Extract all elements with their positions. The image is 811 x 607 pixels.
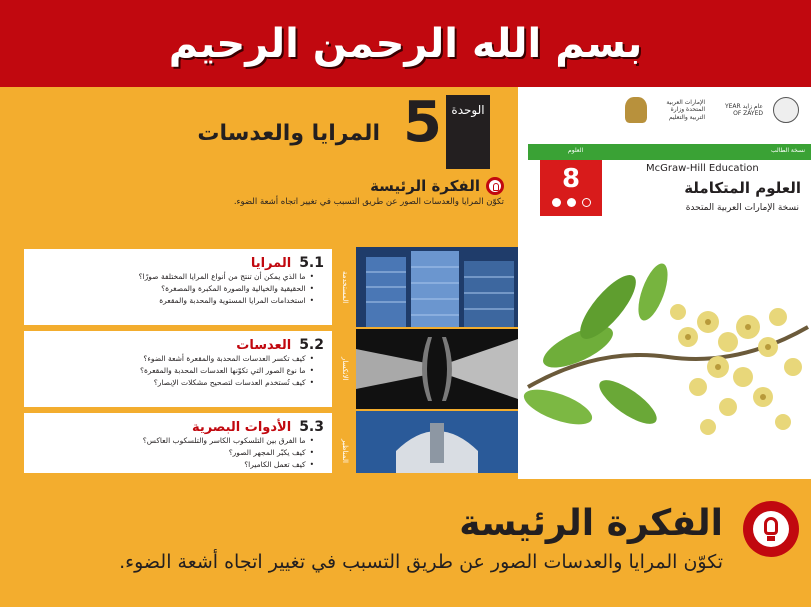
lightbulb-icon (486, 177, 504, 195)
volume-dot (567, 198, 576, 207)
lesson-strip: المستخدمة (336, 247, 354, 327)
lesson-name: المرايا (250, 256, 292, 271)
lesson-question: • كيف تعمل الكاميرا؟ (32, 459, 324, 471)
cover-logos (625, 97, 799, 123)
ministry-text: الإمارات العربية المتحدة وزارة التربية والتعليم (666, 99, 705, 121)
grade-badge (540, 160, 602, 216)
lesson-question: • ما الذي يمكن أن تنتج من أنواع المرايا المختلفة صورًا؟ (32, 271, 324, 283)
building-photo (356, 247, 518, 327)
subject-label: العلوم (568, 147, 584, 154)
uae-emblem-icon (625, 97, 647, 123)
lightbulb-icon (743, 501, 799, 557)
lesson-question: • كيف يكبّر المجهر الصور؟ (32, 447, 324, 459)
lesson-box (22, 247, 334, 327)
zayed-year-text: عام زايد YEAR OF ZAYED (724, 102, 763, 117)
book-title: العلوم المتكاملة (684, 179, 801, 197)
book-subtitle: نسخة الإمارات العربية المتحدة (685, 203, 799, 213)
basmala-title: بسم الله الرحمن الرحيم (168, 20, 643, 67)
chapter-big-idea (164, 177, 504, 208)
lesson-question: • الحقيقية والخيالية والصورة المكبرة والمصغرة؟ (32, 283, 324, 295)
lesson-question: • ما نوع الصور التي تكوّنها العدسات المحدبة والمقعرة؟ (32, 365, 324, 377)
lesson-question: • ما الفرق بين التلسكوب الكاسر والتلسكوب العاكس؟ (32, 435, 324, 447)
cover-green-bar (528, 144, 811, 160)
zayed-portrait-icon (773, 97, 799, 123)
chapter-title: المرايا والعدسات (197, 121, 380, 146)
lesson-number: 5.1 (299, 255, 324, 271)
chapter-big-idea-text: تكوّن المرايا والعدسات الصور عن طريق التسبب في تغيير اتجاه أشعة الضوء. (233, 197, 504, 207)
book-cover (518, 87, 811, 479)
chapter-header (22, 90, 490, 175)
edition-label: نسخة الطالب (771, 147, 805, 154)
grade-number: 8 (561, 164, 581, 194)
header-banner (0, 0, 811, 87)
publisher-name: McGraw-Hill Education (646, 163, 759, 174)
lesson-question: • استخدامات المرايا المستوية والمحدبة والمقعرة (32, 295, 324, 307)
volume-dot (582, 198, 591, 207)
lesson-question: • كيف تُستخدم العدسات لتصحيح مشكلات الإبصار؟ (32, 377, 324, 389)
big-idea-title: الفكرة الرئيسة (459, 503, 723, 544)
flower-branch-illustration (518, 237, 811, 479)
chapter-number: 5 (403, 90, 442, 155)
lens-light-photo (356, 329, 518, 409)
lesson-name: الأدوات البصرية (191, 420, 292, 435)
big-idea-callout (0, 479, 811, 607)
chapter-big-idea-title: الفكرة الرئيسة (370, 177, 480, 195)
lesson-item (22, 247, 518, 327)
lesson-name: العدسات (236, 338, 292, 353)
lesson-strip: الانكسار (336, 329, 354, 409)
lesson-number: 5.2 (299, 337, 324, 353)
chapter-page (22, 87, 518, 473)
chapter-tab: الوحدة (446, 95, 490, 169)
big-idea-text: تكوّن المرايا والعدسات الصور عن طريق التسبب في تغيير اتجاه أشعة الضوء. (119, 551, 723, 573)
lesson-question: • كيف تكسر العدسات المحدبة والمقعرة أشعة الضوء؟ (32, 353, 324, 365)
lesson-item (22, 329, 518, 409)
lesson-number: 5.3 (299, 419, 324, 435)
lesson-strip: المناظير (336, 411, 354, 473)
observatory-photo (356, 411, 518, 473)
lesson-item (22, 411, 518, 473)
lesson-box (22, 329, 334, 409)
lesson-box (22, 411, 334, 473)
volume-dot (552, 198, 561, 207)
